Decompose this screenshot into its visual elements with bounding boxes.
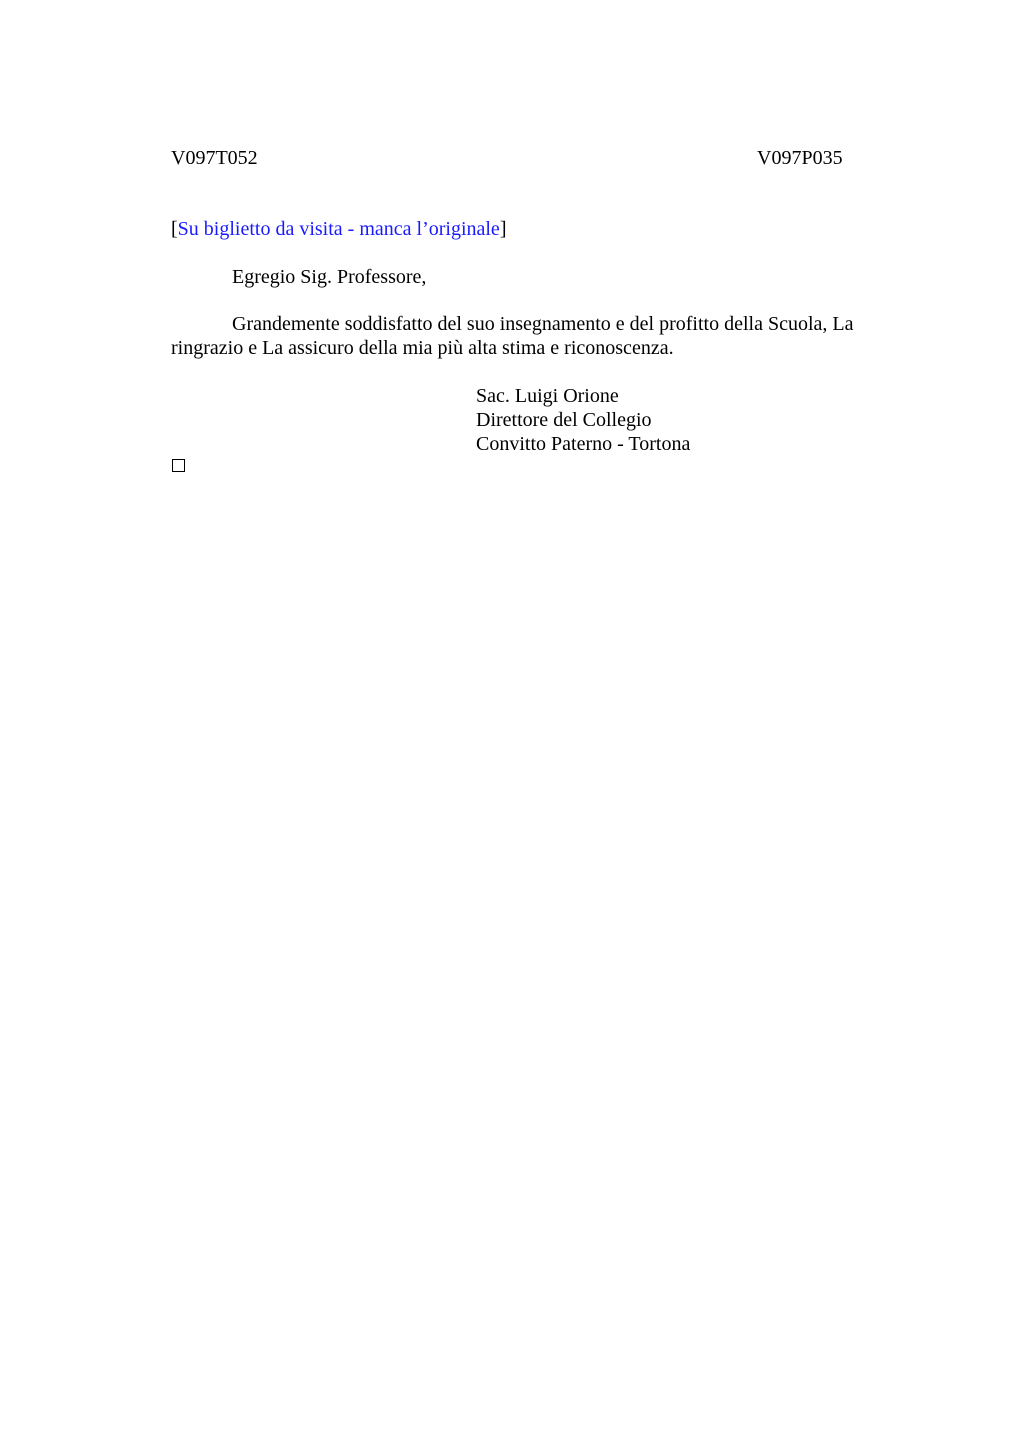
- square-outline-icon: [172, 459, 185, 472]
- signature-name: Sac. Luigi Orione: [476, 385, 619, 407]
- note-open-bracket: [: [171, 218, 178, 240]
- document-code-right: V097P035: [757, 147, 843, 169]
- signature-institution: Convitto Paterno - Tortona: [476, 433, 691, 455]
- signature-title: Direttore del Collegio: [476, 409, 652, 431]
- letter-body: Grandemente soddisfatto del suo insegnamento e del profitto della Scuola, La ringrazio e La assicuro della mia più alta stima e riconoscenza.: [171, 313, 854, 359]
- note-close-bracket: ]: [499, 218, 507, 240]
- source-note: [171, 217, 506, 241]
- source-note-link[interactable]: Su biglietto da visita - manca l’originale: [177, 218, 500, 240]
- document-code-left: V097T052: [171, 147, 258, 169]
- letter-salutation: Egregio Sig. Professore,: [232, 266, 427, 288]
- signature-block: [476, 384, 690, 456]
